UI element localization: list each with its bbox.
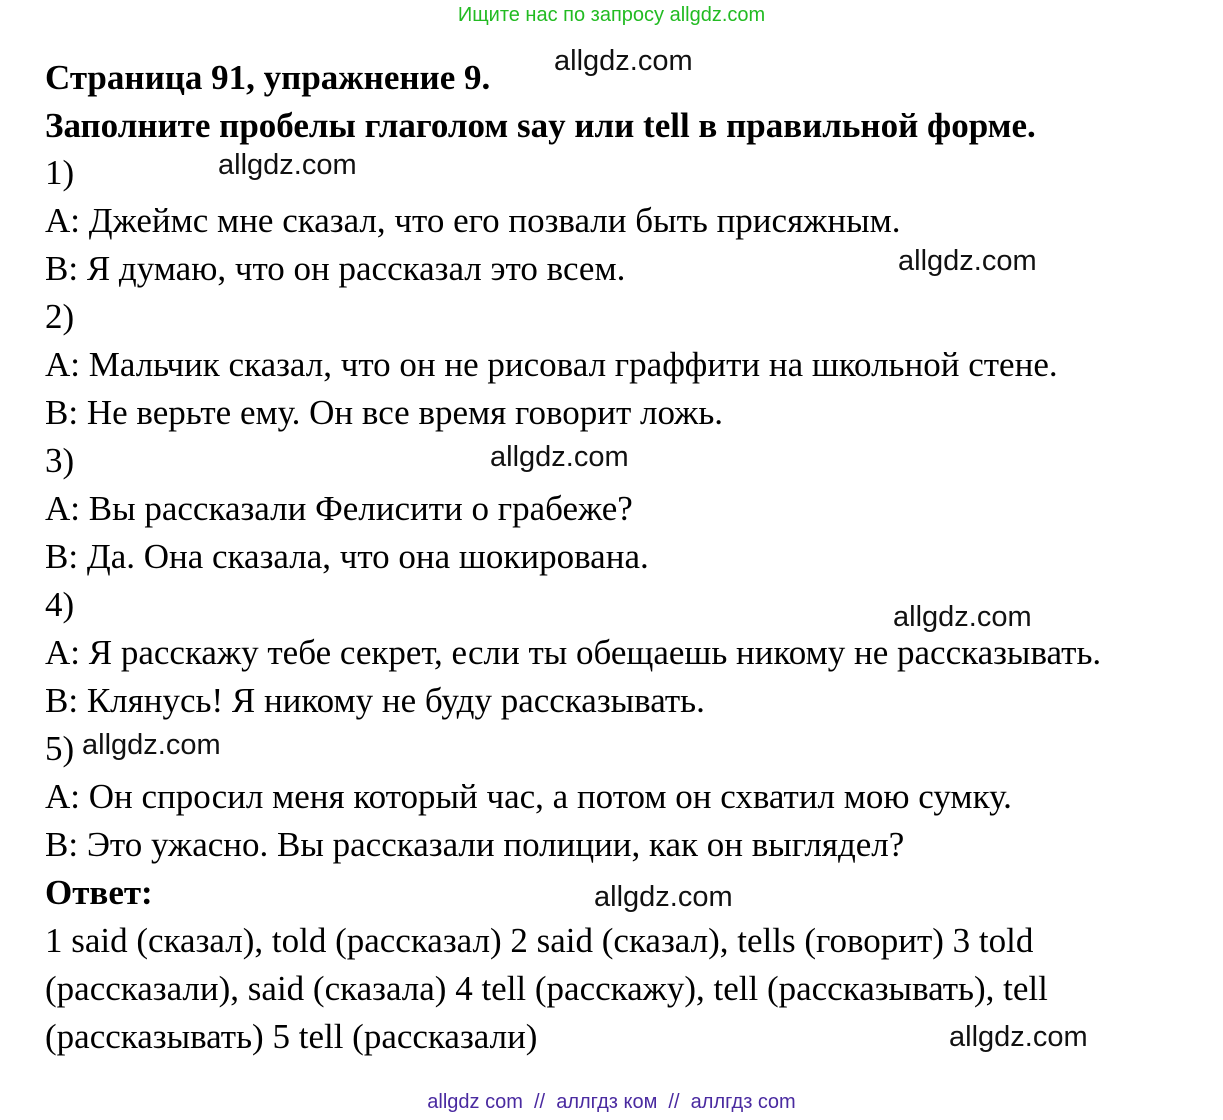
dialogue-line-b: B: Клянусь! Я никому не буду рассказывать. [45, 681, 705, 720]
watermark: allgdz.com [898, 245, 1037, 277]
answer-label: Ответ: [45, 873, 153, 912]
top-banner[interactable]: Ищите нас по запросу allgdz.com [457, 4, 766, 26]
item-number: 3) [45, 441, 75, 480]
item-number: 4) [45, 585, 75, 624]
dialogue-line-a: A: Он спросил меня который час, а потом он схватил мою сумку. [45, 777, 1012, 816]
dialogue-line-a: A: Мальчик сказал, что он не рисовал граффити на школьной стене. [45, 345, 1058, 384]
watermark: allgdz.com [594, 881, 733, 913]
item-number: 5) [45, 729, 75, 768]
dialogue-line-b: B: Я думаю, что он рассказал это всем. [45, 249, 626, 288]
instruction: Заполните пробелы глаголом say или tell в правильной форме. [45, 106, 1036, 145]
watermark: allgdz.com [218, 149, 357, 181]
dialogue-line-b: B: Не верьте ему. Он все время говорит ложь. [45, 393, 724, 432]
dialogue-line-a: A: Вы рассказали Фелисити о грабеже? [45, 489, 633, 528]
dialogue-line-b: B: Это ужасно. Вы рассказали полиции, как он выглядел? [45, 825, 905, 864]
watermark: allgdz.com [490, 441, 629, 473]
dialogue-line-b: B: Да. Она сказала, что она шокирована. [45, 537, 649, 576]
watermark: allgdz.com [554, 45, 693, 77]
page-title: Страница 91, упражнение 9. [45, 58, 491, 97]
watermark: allgdz.com [893, 601, 1032, 633]
dialogue-line-a: A: Я расскажу тебе секрет, если ты обещаешь никому не рассказывать. [45, 633, 1102, 672]
item-number: 1) [45, 153, 75, 192]
watermark: allgdz.com [949, 1021, 1088, 1053]
dialogue-line-a: A: Джеймс мне сказал, что его позвали быть присяжным. [45, 201, 901, 240]
answer-line: (рассказали), said (сказала) 4 tell (расскажу), tell (рассказывать), tell [45, 969, 1048, 1008]
answer-line: 1 said (сказал), told (рассказал) 2 said (сказал), tells (говорит) 3 told [45, 921, 1034, 960]
watermark: allgdz.com [82, 729, 221, 761]
item-number: 2) [45, 297, 75, 336]
answer-line: (рассказывать) 5 tell (рассказали) [45, 1017, 538, 1056]
footer-links[interactable]: allgdz com // аллгдз ком // аллгдз com [427, 1091, 796, 1113]
